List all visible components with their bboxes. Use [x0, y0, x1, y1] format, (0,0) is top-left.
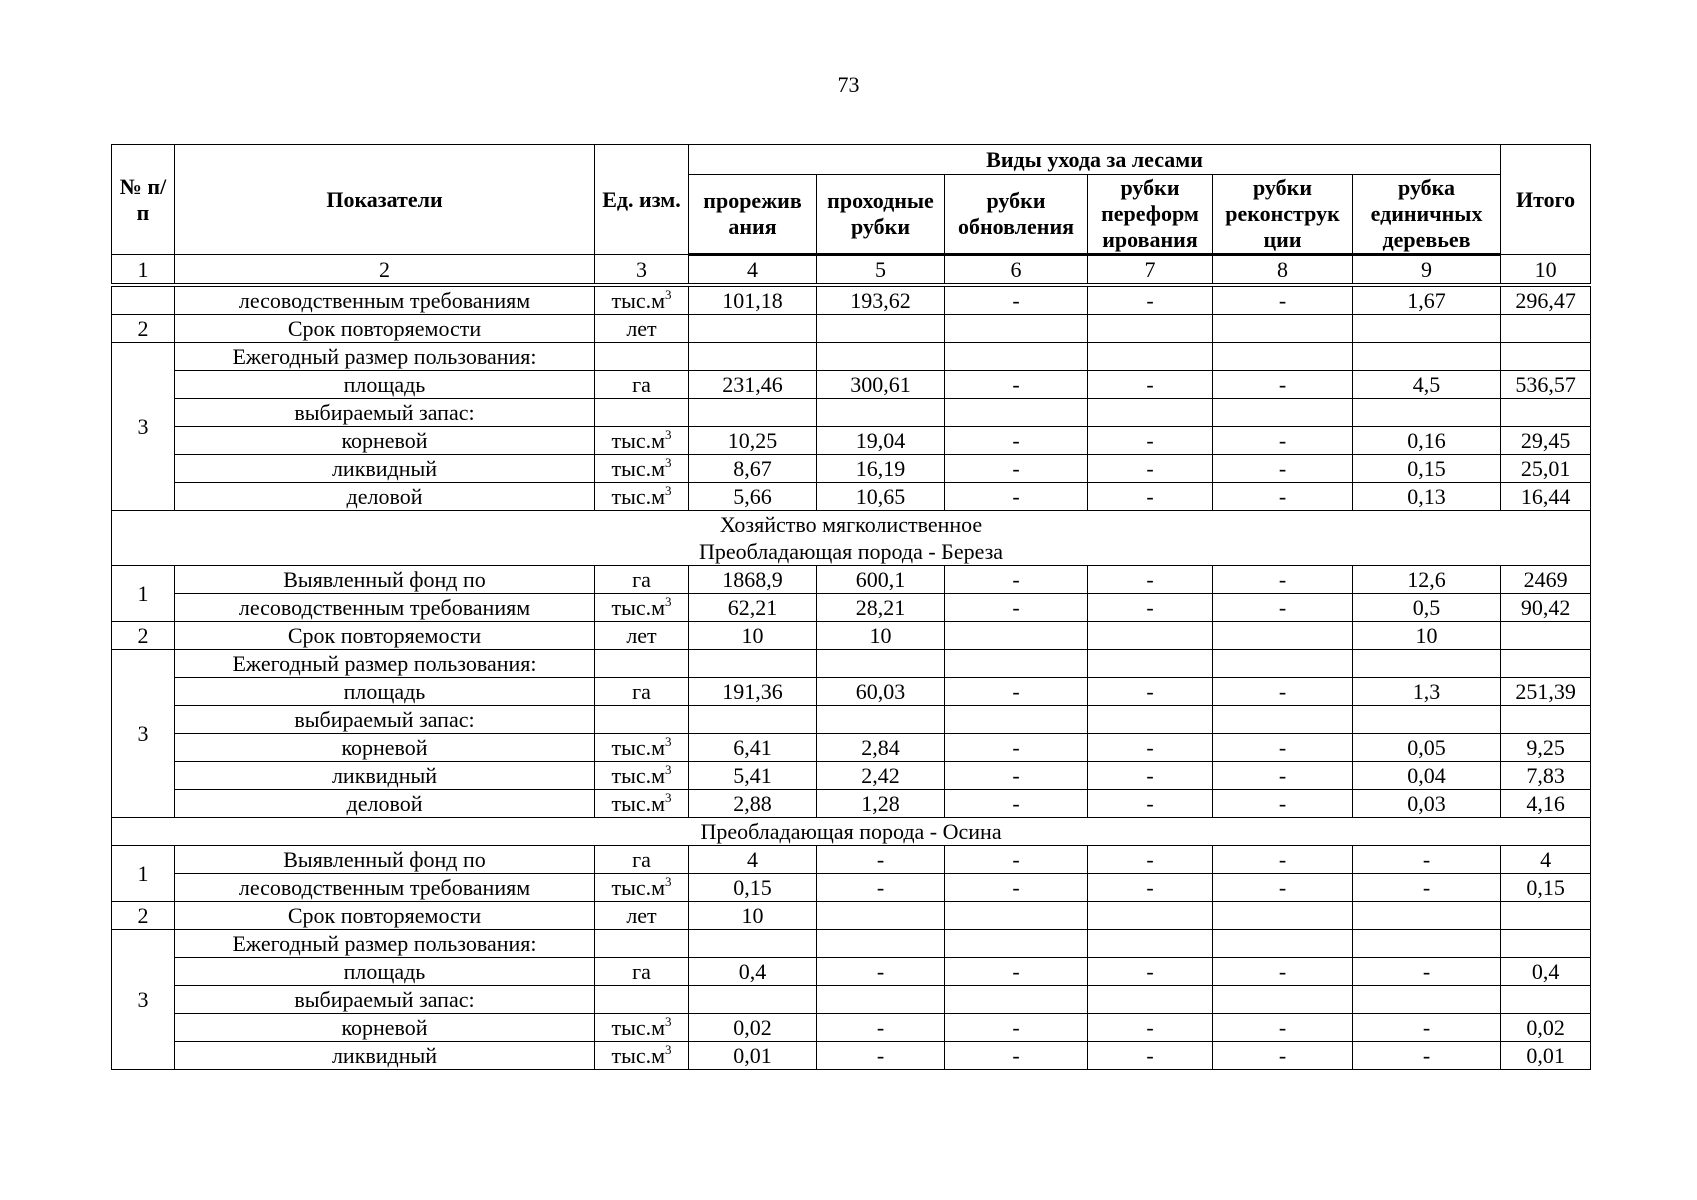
value-cell: 2,42 — [817, 762, 945, 790]
value-cell: 5,66 — [689, 483, 817, 511]
page-number: 73 — [837, 72, 860, 97]
row-num-cell: 2 — [112, 622, 175, 650]
unit-cell: $тыс.м^3$ — [595, 455, 689, 483]
col-number: 10 — [1501, 255, 1591, 286]
value-cell: 193,62 — [817, 285, 945, 315]
value-cell: - — [817, 846, 945, 874]
row-num-cell: 1 — [112, 566, 175, 622]
value-cell: 2,84 — [817, 734, 945, 762]
value-cell: 0,01 — [689, 1042, 817, 1070]
value-cell — [945, 902, 1088, 930]
table-row — [112, 483, 1591, 511]
value-cell: 1,28 — [817, 790, 945, 818]
row-label: корневой — [175, 427, 595, 455]
value-cell: 12,6 — [1353, 566, 1501, 594]
value-cell: - — [817, 874, 945, 902]
value-cell: - — [945, 874, 1088, 902]
row-label: Срок повторяемости — [175, 315, 595, 343]
row-label: площадь — [175, 371, 595, 399]
unit-cell: лет — [595, 902, 689, 930]
unit-cell: $тыс.м^3$ — [595, 483, 689, 511]
row-num-cell — [112, 285, 175, 315]
value-cell: 60,03 — [817, 678, 945, 706]
table-row — [112, 790, 1591, 818]
total-cell: 16,44 — [1501, 483, 1591, 511]
forest-care-table — [111, 144, 1591, 1070]
value-cell: 0,05 — [1353, 734, 1501, 762]
header-col-reformation: рубки переформ ирования — [1088, 175, 1213, 255]
value-cell: - — [945, 427, 1088, 455]
row-label: выбираемый запас: — [175, 399, 595, 427]
unit-cell: лет — [595, 315, 689, 343]
total-cell — [1501, 902, 1591, 930]
value-cell: - — [1088, 371, 1213, 399]
value-cell — [1213, 315, 1353, 343]
section-heading — [112, 511, 1591, 566]
value-cell: - — [1088, 594, 1213, 622]
value-cell: 2,88 — [689, 790, 817, 818]
value-cell: 6,41 — [689, 734, 817, 762]
value-cell: 0,15 — [689, 874, 817, 902]
total-cell: 251,39 — [1501, 678, 1591, 706]
row-label: выбираемый запас: — [175, 986, 595, 1014]
row-label: площадь — [175, 958, 595, 986]
value-cell: - — [1088, 566, 1213, 594]
table-row — [112, 902, 1591, 930]
total-cell: 0,15 — [1501, 874, 1591, 902]
value-cell: 0,04 — [1353, 762, 1501, 790]
unit-cell: $тыс.м^3$ — [595, 594, 689, 622]
value-cell: - — [1088, 762, 1213, 790]
header-col-thinning: прорежив ания — [689, 175, 817, 255]
unit-cell: $тыс.м^3$ — [595, 1014, 689, 1042]
value-cell: - — [817, 1042, 945, 1070]
value-cell: 231,46 — [689, 371, 817, 399]
unit-cell: лет — [595, 622, 689, 650]
total-cell: 90,42 — [1501, 594, 1591, 622]
unit-cell: $тыс.м^3$ — [595, 1042, 689, 1070]
row-label: Выявленный фонд по — [175, 846, 595, 874]
value-cell — [1088, 902, 1213, 930]
value-cell: - — [1213, 846, 1353, 874]
value-cell: - — [1088, 455, 1213, 483]
total-cell: 25,01 — [1501, 455, 1591, 483]
value-cell: - — [945, 566, 1088, 594]
table-row — [112, 986, 1591, 1014]
value-cell: 1,3 — [1353, 678, 1501, 706]
value-cell: 10 — [1353, 622, 1501, 650]
value-cell — [1088, 315, 1213, 343]
value-cell — [945, 622, 1088, 650]
value-cell: - — [1213, 790, 1353, 818]
value-cell: - — [945, 1042, 1088, 1070]
value-cell: - — [945, 594, 1088, 622]
value-cell: - — [1213, 285, 1353, 315]
total-cell: 0,4 — [1501, 958, 1591, 986]
value-cell: - — [1088, 285, 1213, 315]
value-cell: 10,65 — [817, 483, 945, 511]
row-label: корневой — [175, 1014, 595, 1042]
header-col-passing: проходные рубки — [817, 175, 945, 255]
table-row — [112, 874, 1591, 902]
value-cell: - — [945, 285, 1088, 315]
value-cell — [689, 315, 817, 343]
table-row — [112, 958, 1591, 986]
col-number: 3 — [595, 255, 689, 286]
header-unit: Ед. изм. — [595, 145, 689, 255]
unit-cell: $тыс.м^3$ — [595, 874, 689, 902]
value-cell: - — [1088, 958, 1213, 986]
value-cell — [1213, 622, 1353, 650]
col-number: 8 — [1213, 255, 1353, 286]
value-cell: 300,61 — [817, 371, 945, 399]
unit-cell: $тыс.м^3$ — [595, 427, 689, 455]
value-cell: 600,1 — [817, 566, 945, 594]
value-cell: - — [1088, 483, 1213, 511]
unit-cell: $тыс.м^3$ — [595, 734, 689, 762]
value-cell: 0,5 — [1353, 594, 1501, 622]
value-cell: 0,16 — [1353, 427, 1501, 455]
value-cell: - — [1213, 874, 1353, 902]
section-subtitle: Преобладающая порода - Береза — [699, 539, 1004, 564]
value-cell: - — [817, 1014, 945, 1042]
value-cell: 62,21 — [689, 594, 817, 622]
value-cell: 19,04 — [817, 427, 945, 455]
value-cell: - — [1353, 1042, 1501, 1070]
header-group: Виды ухода за лесами — [689, 145, 1501, 175]
row-label: деловой — [175, 790, 595, 818]
value-cell: - — [1088, 790, 1213, 818]
unit-cell: $тыс.м^3$ — [595, 762, 689, 790]
col-number: 9 — [1353, 255, 1501, 286]
value-cell: - — [1088, 846, 1213, 874]
row-label: лесоводственным требованиям — [175, 594, 595, 622]
value-cell: 0,4 — [689, 958, 817, 986]
value-cell — [817, 315, 945, 343]
value-cell: 0,02 — [689, 1014, 817, 1042]
row-label: выбираемый запас: — [175, 706, 595, 734]
value-cell: 191,36 — [689, 678, 817, 706]
value-cell: - — [945, 371, 1088, 399]
table-row — [112, 315, 1591, 343]
value-cell: - — [1213, 566, 1353, 594]
table-row — [112, 455, 1591, 483]
value-cell — [1088, 622, 1213, 650]
value-cell: 10,25 — [689, 427, 817, 455]
section-heading: Преобладающая порода - Осина — [112, 818, 1591, 846]
value-cell: 16,19 — [817, 455, 945, 483]
value-cell: - — [1088, 427, 1213, 455]
row-num-cell: 3 — [112, 930, 175, 1070]
header-col-single-trees: рубка единичных деревьев — [1353, 175, 1501, 255]
total-cell: 536,57 — [1501, 371, 1591, 399]
row-label: корневой — [175, 734, 595, 762]
table-row — [112, 1014, 1591, 1042]
total-cell: 29,45 — [1501, 427, 1591, 455]
value-cell: - — [945, 958, 1088, 986]
row-label: Срок повторяемости — [175, 622, 595, 650]
col-number: 4 — [689, 255, 817, 286]
col-number: 5 — [817, 255, 945, 286]
unit-cell: га — [595, 371, 689, 399]
value-cell: - — [1213, 594, 1353, 622]
col-number: 2 — [175, 255, 595, 286]
table-row — [112, 734, 1591, 762]
value-cell: - — [1088, 1042, 1213, 1070]
value-cell: - — [1213, 371, 1353, 399]
row-num-cell: 2 — [112, 315, 175, 343]
total-cell — [1501, 315, 1591, 343]
row-num-cell: 3 — [112, 343, 175, 511]
table-row — [112, 399, 1591, 427]
row-label: ликвидный — [175, 762, 595, 790]
unit-cell: га — [595, 566, 689, 594]
value-cell: - — [1088, 1014, 1213, 1042]
total-cell: 0,01 — [1501, 1042, 1591, 1070]
total-cell: 7,83 — [1501, 762, 1591, 790]
value-cell: - — [945, 734, 1088, 762]
row-label: Срок повторяемости — [175, 902, 595, 930]
table-row — [112, 371, 1591, 399]
value-cell: - — [1213, 483, 1353, 511]
value-cell: - — [1213, 958, 1353, 986]
value-cell: 8,67 — [689, 455, 817, 483]
header-num: № п/п — [112, 145, 175, 255]
value-cell — [817, 902, 945, 930]
value-cell: 0,13 — [1353, 483, 1501, 511]
value-cell — [1353, 902, 1501, 930]
section-row — [112, 511, 1591, 566]
value-cell: 10 — [817, 622, 945, 650]
row-label: Ежегодный размер пользования: — [175, 650, 595, 678]
table-row — [112, 285, 1591, 315]
unit-cell: $тыс.м^3$ — [595, 285, 689, 315]
total-cell: 4 — [1501, 846, 1591, 874]
value-cell: - — [945, 1014, 1088, 1042]
header-total: Итого — [1501, 145, 1591, 255]
value-cell: - — [817, 958, 945, 986]
row-label: деловой — [175, 483, 595, 511]
value-cell: - — [945, 483, 1088, 511]
row-label: ликвидный — [175, 1042, 595, 1070]
total-cell: 9,25 — [1501, 734, 1591, 762]
row-num-cell: 2 — [112, 902, 175, 930]
row-label: Выявленный фонд по — [175, 566, 595, 594]
value-cell: - — [1213, 762, 1353, 790]
value-cell: - — [1213, 455, 1353, 483]
table-row — [112, 427, 1591, 455]
row-label: лесоводственным требованиям — [175, 285, 595, 315]
value-cell: - — [945, 678, 1088, 706]
row-label: площадь — [175, 678, 595, 706]
unit-cell: га — [595, 958, 689, 986]
unit-cell: га — [595, 678, 689, 706]
value-cell: 1,67 — [1353, 285, 1501, 315]
header-col-renewal: рубки обновления — [945, 175, 1088, 255]
row-num-cell: 3 — [112, 650, 175, 818]
value-cell: - — [945, 790, 1088, 818]
value-cell: 1868,9 — [689, 566, 817, 594]
value-cell: - — [945, 846, 1088, 874]
value-cell: 28,21 — [817, 594, 945, 622]
value-cell: 101,18 — [689, 285, 817, 315]
table-row — [112, 566, 1591, 594]
value-cell: - — [1213, 1042, 1353, 1070]
total-cell: 2469 — [1501, 566, 1591, 594]
table-row — [112, 762, 1591, 790]
col-number: 7 — [1088, 255, 1213, 286]
section-title: Хозяйство мягколиственное — [719, 512, 983, 537]
value-cell: 10 — [689, 902, 817, 930]
section-row — [112, 818, 1591, 846]
table-row — [112, 343, 1591, 371]
unit-cell: га — [595, 846, 689, 874]
row-label: Ежегодный размер пользования: — [175, 930, 595, 958]
table-row — [112, 594, 1591, 622]
value-cell: - — [1088, 874, 1213, 902]
table-row — [112, 622, 1591, 650]
value-cell — [1213, 902, 1353, 930]
value-cell: - — [1353, 1014, 1501, 1042]
col-number: 6 — [945, 255, 1088, 286]
table-row — [112, 678, 1591, 706]
value-cell: 4 — [689, 846, 817, 874]
value-cell: - — [1213, 427, 1353, 455]
value-cell: - — [1213, 1014, 1353, 1042]
header-col-reconstruction: рубки реконструк ции — [1213, 175, 1353, 255]
value-cell: 0,03 — [1353, 790, 1501, 818]
value-cell: 0,15 — [1353, 455, 1501, 483]
value-cell — [1353, 315, 1501, 343]
table-row — [112, 1042, 1591, 1070]
table-row — [112, 706, 1591, 734]
row-label: лесоводственным требованиям — [175, 874, 595, 902]
value-cell — [945, 315, 1088, 343]
value-cell: - — [1213, 678, 1353, 706]
row-num-cell: 1 — [112, 846, 175, 902]
value-cell: - — [1088, 678, 1213, 706]
table-row — [112, 930, 1591, 958]
value-cell: - — [1353, 958, 1501, 986]
total-cell: 0,02 — [1501, 1014, 1591, 1042]
value-cell: - — [1213, 734, 1353, 762]
unit-cell: $тыс.м^3$ — [595, 790, 689, 818]
total-cell: 296,47 — [1501, 285, 1591, 315]
value-cell: 10 — [689, 622, 817, 650]
value-cell: - — [945, 455, 1088, 483]
value-cell: 5,41 — [689, 762, 817, 790]
value-cell: - — [1353, 846, 1501, 874]
table-row — [112, 846, 1591, 874]
header-indicators: Показатели — [175, 145, 595, 255]
value-cell: 4,5 — [1353, 371, 1501, 399]
table-row — [112, 650, 1591, 678]
value-cell: - — [1088, 734, 1213, 762]
total-cell — [1501, 622, 1591, 650]
col-number: 1 — [112, 255, 175, 286]
value-cell: - — [1353, 874, 1501, 902]
value-cell: - — [945, 762, 1088, 790]
total-cell: 4,16 — [1501, 790, 1591, 818]
row-label: Ежегодный размер пользования: — [175, 343, 595, 371]
row-label: ликвидный — [175, 455, 595, 483]
